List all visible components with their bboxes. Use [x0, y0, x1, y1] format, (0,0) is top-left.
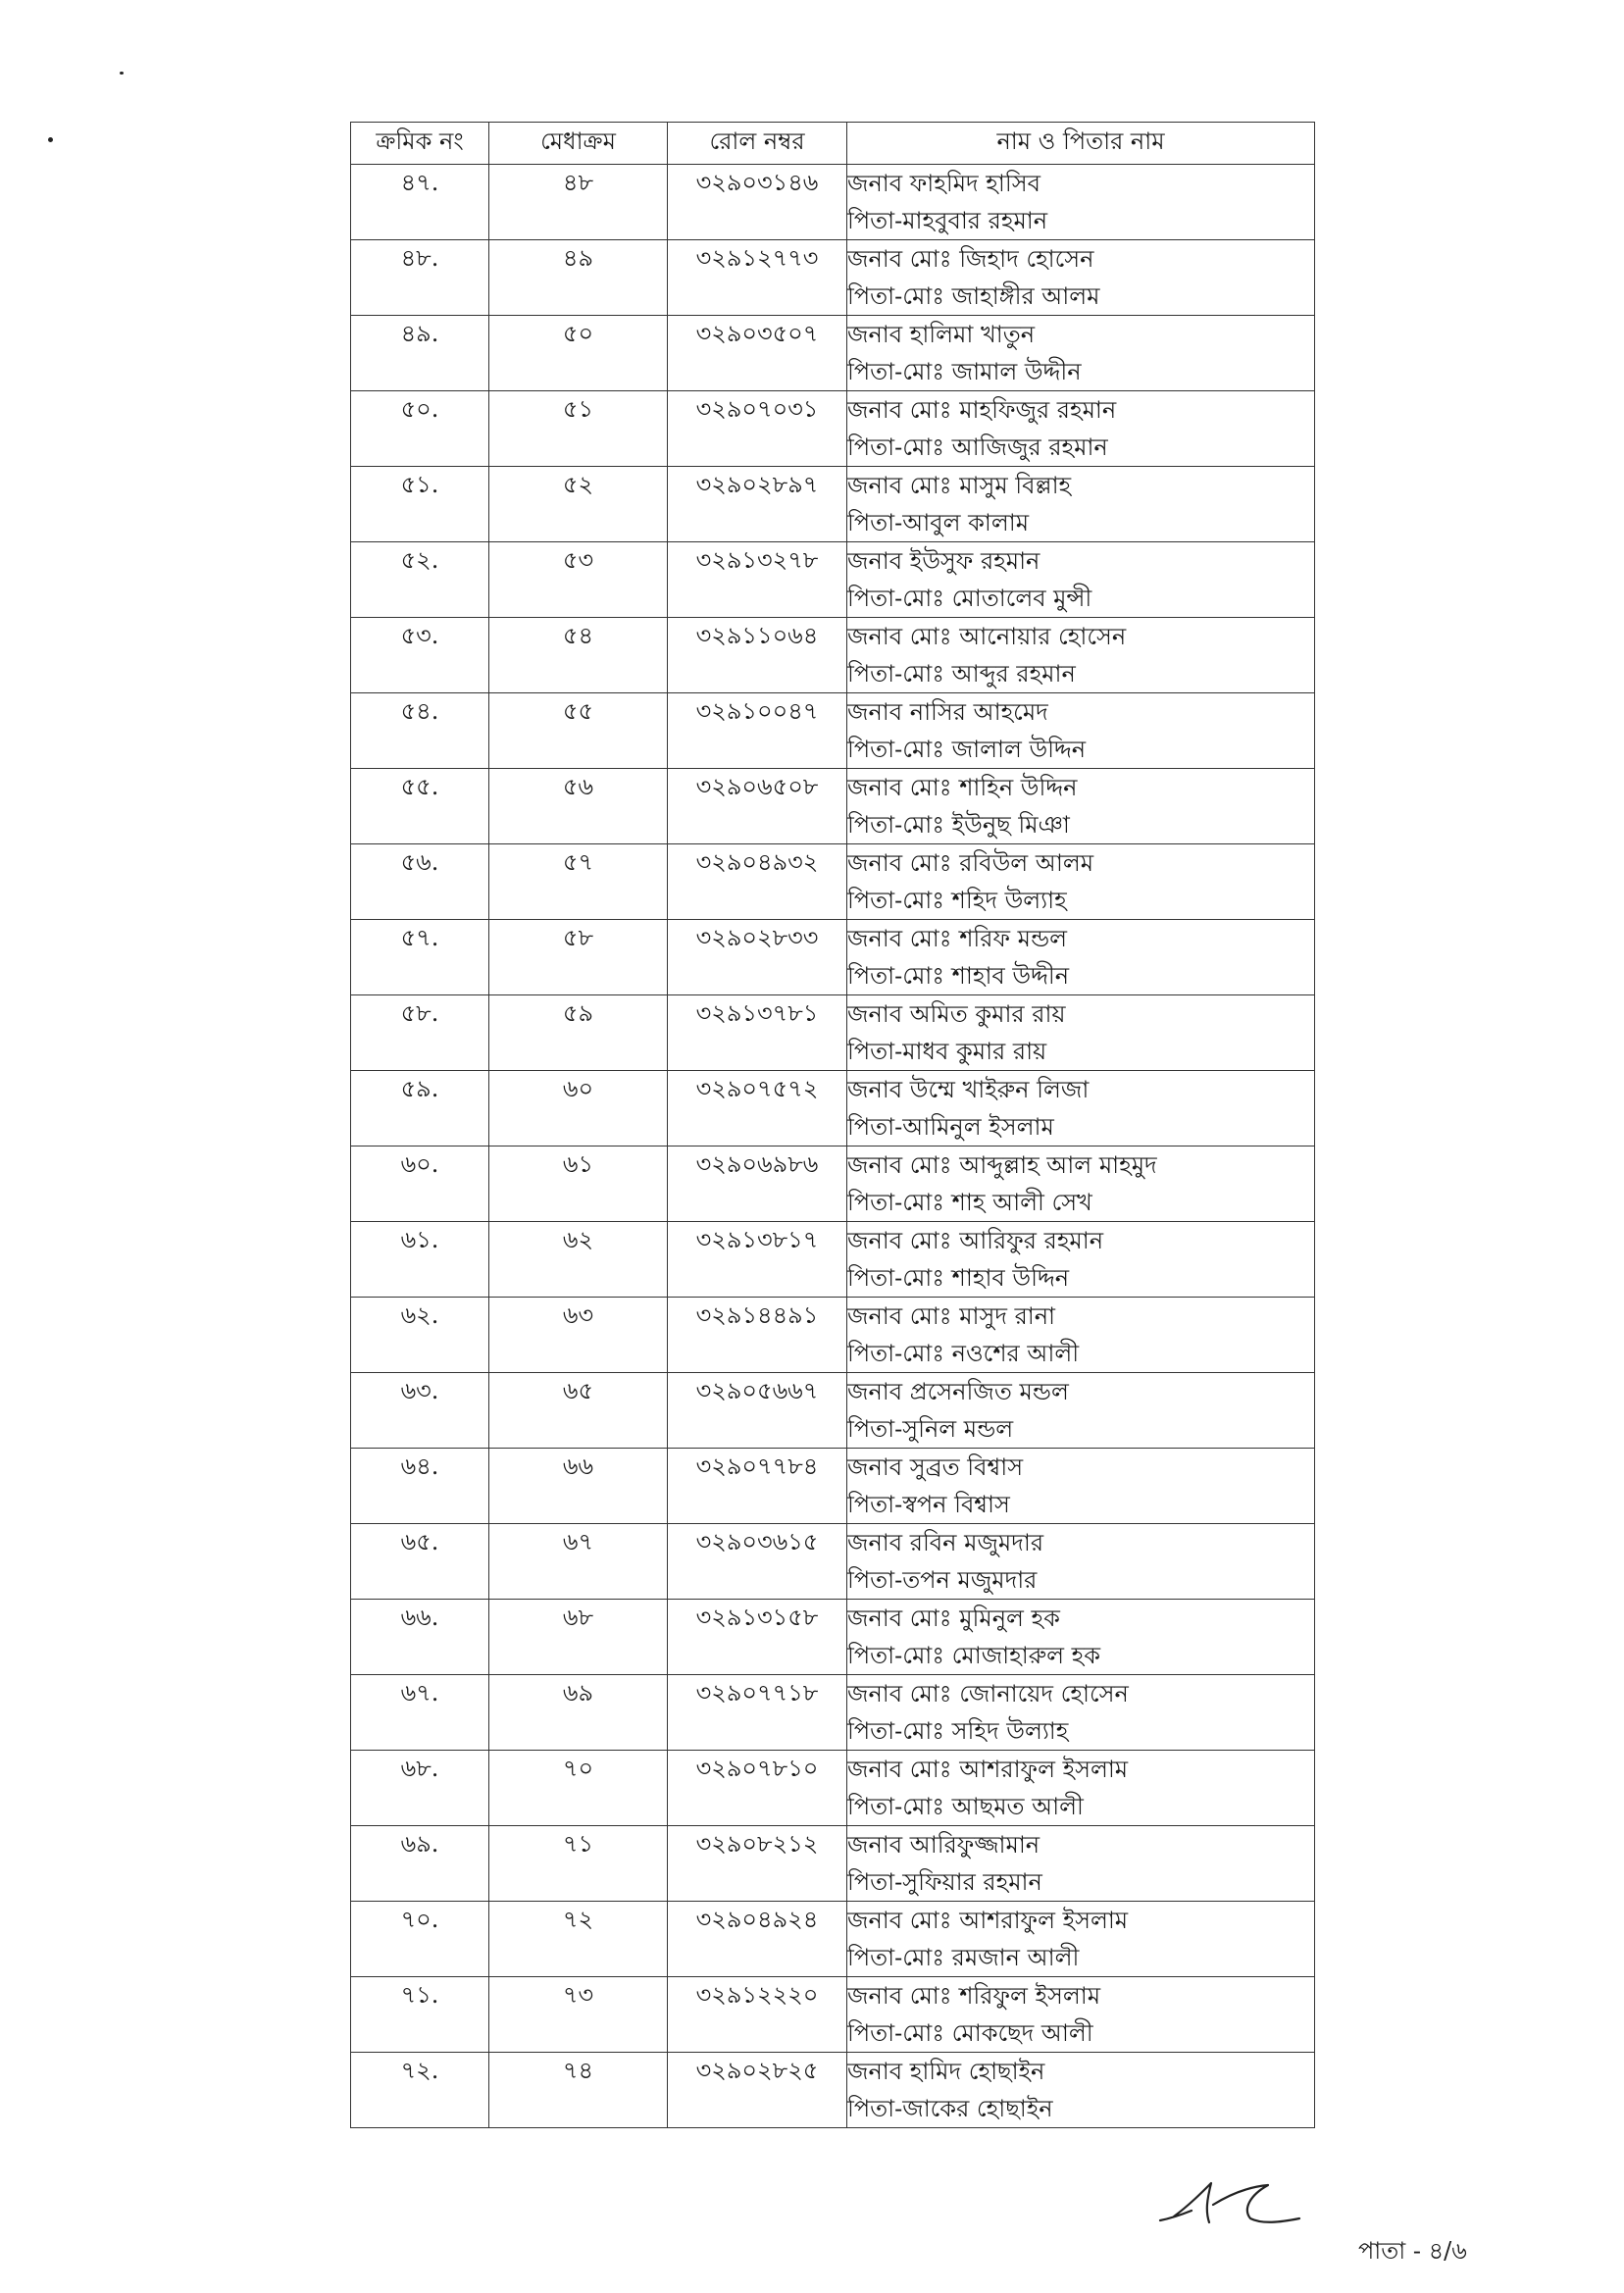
table-row — [351, 391, 1315, 467]
roll-cell: ৩২৯০৬৯৮৬ — [668, 1146, 847, 1222]
father-name: পিতা-সুনিল মন্ডল — [847, 1415, 1014, 1443]
serial-cell: ৬২. — [351, 1298, 489, 1373]
serial-cell: ৫৮. — [351, 995, 489, 1071]
scan-speck — [120, 72, 124, 75]
roll-cell: ৩২৯০৭৭৮৪ — [668, 1449, 847, 1524]
table-row — [351, 920, 1315, 995]
roll-cell: ৩২৯০২৮৯৭ — [668, 467, 847, 542]
merit-cell: ৫৩ — [489, 542, 668, 618]
roll-cell: ৩২৯১৩২৭৮ — [668, 542, 847, 618]
serial-cell: ৬৪. — [351, 1449, 489, 1524]
serial-cell: ৫৫. — [351, 769, 489, 844]
father-name: পিতা-মাহবুবার রহমান — [847, 207, 1048, 234]
merit-cell: ৬৯ — [489, 1675, 668, 1751]
signature-image — [1152, 2166, 1319, 2244]
table-row — [351, 1600, 1315, 1675]
father-name: পিতা-মোঃ আছমত আলী — [847, 1793, 1084, 1820]
name-cell — [847, 2053, 1315, 2128]
candidate-name: জনাব উম্মে খাইরুন লিজা — [847, 1076, 1090, 1103]
table-row — [351, 618, 1315, 693]
candidate-name: জনাব মোঃ আব্দুল্লাহ আল মাহমুদ — [847, 1151, 1157, 1179]
name-cell — [847, 1071, 1315, 1146]
merit-cell: ৫১ — [489, 391, 668, 467]
serial-cell: ৫০. — [351, 391, 489, 467]
serial-cell: ৬৮. — [351, 1751, 489, 1826]
header-roll: রোল নম্বর — [668, 123, 847, 165]
name-cell — [847, 920, 1315, 995]
serial-cell: ৭২. — [351, 2053, 489, 2128]
name-cell — [847, 1222, 1315, 1298]
father-name: পিতা-মোঃ জালাল উদ্দিন — [847, 736, 1087, 763]
candidate-name: জনাব মোঃ মুমিনুল হক — [847, 1605, 1060, 1632]
roll-cell: ৩২৯১৩৭৮১ — [668, 995, 847, 1071]
table-row — [351, 2053, 1315, 2128]
name-cell — [847, 1675, 1315, 1751]
name-cell — [847, 1146, 1315, 1222]
candidate-name: জনাব অমিত কুমার রায় — [847, 1000, 1066, 1028]
table-row — [351, 1826, 1315, 1902]
candidate-name: জনাব সুব্রত বিশ্বাস — [847, 1453, 1024, 1481]
father-name: পিতা-মোঃ রমজান আলী — [847, 1944, 1080, 1971]
merit-cell: ৬১ — [489, 1146, 668, 1222]
candidate-name: জনাব মোঃ আশরাফুল ইসলাম — [847, 1907, 1129, 1934]
father-name: পিতা-মোঃ সহিদ উল্যাহ — [847, 1717, 1069, 1745]
roll-cell: ৩২৯০৭০৩১ — [668, 391, 847, 467]
name-cell — [847, 769, 1315, 844]
candidate-name: জনাব মোঃ মাসুম বিল্লাহ — [847, 472, 1072, 499]
roll-cell: ৩২৯০২৮৩৩ — [668, 920, 847, 995]
candidate-name: জনাব মোঃ শরিফুল ইসলাম — [847, 1982, 1101, 2010]
father-name: পিতা-মোঃ শাহাব উদ্দীন — [847, 962, 1070, 990]
table-row — [351, 316, 1315, 391]
merit-cell: ৭১ — [489, 1826, 668, 1902]
roll-cell: ৩২৯০৭৮১০ — [668, 1751, 847, 1826]
father-name: পিতা-মোঃ শাহ আলী সেখ — [847, 1189, 1092, 1216]
header-name: নাম ও পিতার নাম — [847, 123, 1315, 165]
father-name: পিতা-মোঃ শাহাব উদ্দিন — [847, 1264, 1070, 1292]
father-name: পিতা-মোঃ ইউনুছ মিঞা — [847, 811, 1070, 839]
father-name: পিতা-মোঃ মোতালেব মুন্সী — [847, 585, 1092, 612]
table-row — [351, 240, 1315, 316]
merit-cell: ৭০ — [489, 1751, 668, 1826]
roll-cell: ৩২৯০৫৬৬৭ — [668, 1373, 847, 1449]
name-cell — [847, 1373, 1315, 1449]
page-number: পাতা - ৪/৬ — [1358, 2237, 1467, 2265]
father-name: পিতা-স্বপন বিশ্বাস — [847, 1491, 1010, 1518]
header-merit: মেধাক্রম — [489, 123, 668, 165]
merit-cell: ৬৮ — [489, 1600, 668, 1675]
serial-cell: ৪৭. — [351, 165, 489, 240]
serial-cell: ৬৫. — [351, 1524, 489, 1600]
table-row — [351, 165, 1315, 240]
candidate-name: জনাব মোঃ আনোয়ার হোসেন — [847, 623, 1127, 650]
roll-cell: ৩২৯০৩৬১৫ — [668, 1524, 847, 1600]
father-name: পিতা-মাধব কুমার রায় — [847, 1038, 1047, 1065]
candidate-name: জনাব ইউসুফ রহমান — [847, 547, 1040, 575]
serial-cell: ৫৪. — [351, 693, 489, 769]
merit-cell: ৫৮ — [489, 920, 668, 995]
roll-cell: ৩২৯০৩৫০৭ — [668, 316, 847, 391]
table-row — [351, 1298, 1315, 1373]
name-cell — [847, 542, 1315, 618]
father-name: পিতা-মোঃ আজিজুর রহমান — [847, 433, 1108, 461]
table-row — [351, 1449, 1315, 1524]
father-name: পিতা-মোঃ মোকছেদ আলী — [847, 2019, 1093, 2047]
roll-cell: ৩২৯০৩১৪৬ — [668, 165, 847, 240]
scan-speck — [48, 137, 53, 142]
table-row — [351, 1146, 1315, 1222]
father-name: পিতা-মোঃ নওশের আলী — [847, 1340, 1080, 1367]
candidate-name: জনাব হালিমা খাতুন — [847, 321, 1036, 348]
father-name: পিতা-মোঃ মোজাহারুল হক — [847, 1642, 1101, 1669]
merit-cell: ৬২ — [489, 1222, 668, 1298]
table-row — [351, 467, 1315, 542]
serial-cell: ৪৯. — [351, 316, 489, 391]
father-name: পিতা-মোঃ আব্দুর রহমান — [847, 660, 1076, 688]
name-cell — [847, 240, 1315, 316]
merit-cell: ৭৩ — [489, 1977, 668, 2053]
father-name: পিতা-মোঃ জামাল উদ্দীন — [847, 358, 1082, 385]
roll-cell: ৩২৯০৪৯২৪ — [668, 1902, 847, 1977]
candidate-name: জনাব হামিদ হোছাইন — [847, 2058, 1045, 2085]
candidate-name: জনাব মোঃ মাহফিজুর রহমান — [847, 396, 1117, 424]
merit-cell: ৫৬ — [489, 769, 668, 844]
name-cell — [847, 693, 1315, 769]
merit-cell: ৬৭ — [489, 1524, 668, 1600]
serial-cell: ৬৬. — [351, 1600, 489, 1675]
name-cell — [847, 844, 1315, 920]
candidate-name: জনাব মোঃ মাসুদ রানা — [847, 1302, 1056, 1330]
merit-cell: ৫৯ — [489, 995, 668, 1071]
serial-cell: ৬০. — [351, 1146, 489, 1222]
roll-cell: ৩২৯১৩১৫৮ — [668, 1600, 847, 1675]
merit-cell: ৫৭ — [489, 844, 668, 920]
table-row — [351, 1071, 1315, 1146]
merit-cell: ৭৪ — [489, 2053, 668, 2128]
merit-cell: ৫৫ — [489, 693, 668, 769]
merit-cell: ৬৩ — [489, 1298, 668, 1373]
candidate-name: জনাব মোঃ রবিউল আলম — [847, 849, 1094, 877]
table-row — [351, 844, 1315, 920]
serial-cell: ৪৮. — [351, 240, 489, 316]
candidate-name: জনাব মোঃ শরিফ মন্ডল — [847, 925, 1068, 952]
father-name: পিতা-মোঃ শহিদ উল্যাহ — [847, 887, 1067, 914]
serial-cell: ৭১. — [351, 1977, 489, 2053]
serial-cell: ৬৯. — [351, 1826, 489, 1902]
serial-cell: ৫১. — [351, 467, 489, 542]
name-cell — [847, 391, 1315, 467]
serial-cell: ৫২. — [351, 542, 489, 618]
merit-list-table — [350, 122, 1315, 2128]
roll-cell: ৩২৯০৪৯৩২ — [668, 844, 847, 920]
candidate-name: জনাব রবিন মজুমদার — [847, 1529, 1044, 1556]
candidate-name: জনাব নাসির আহমেদ — [847, 698, 1048, 726]
father-name: পিতা-তপন মজুমদার — [847, 1566, 1038, 1594]
name-cell — [847, 165, 1315, 240]
name-cell — [847, 316, 1315, 391]
merit-cell: ৬০ — [489, 1071, 668, 1146]
candidate-name: জনাব প্রসেনজিত মন্ডল — [847, 1378, 1069, 1405]
serial-cell: ৬৭. — [351, 1675, 489, 1751]
candidate-name: জনাব মোঃ জোনায়েদ হোসেন — [847, 1680, 1129, 1707]
father-name: পিতা-আমিনুল ইসলাম — [847, 1113, 1054, 1141]
table-header-row — [351, 123, 1315, 165]
name-cell — [847, 1826, 1315, 1902]
merit-cell: ৬৬ — [489, 1449, 668, 1524]
table-row — [351, 1902, 1315, 1977]
table-body — [351, 165, 1315, 2128]
roll-cell: ৩২৯১২৭৭৩ — [668, 240, 847, 316]
name-cell — [847, 1600, 1315, 1675]
candidate-name: জনাব আরিফুজ্জামান — [847, 1831, 1040, 1859]
table-row — [351, 769, 1315, 844]
header-serial: ক্রমিক নং — [351, 123, 489, 165]
roll-cell: ৩২৯১৩৮১৭ — [668, 1222, 847, 1298]
father-name: পিতা-মোঃ জাহাঙ্গীর আলম — [847, 282, 1100, 310]
serial-cell: ৫৩. — [351, 618, 489, 693]
candidate-name: জনাব মোঃ জিহাদ হোসেন — [847, 245, 1094, 273]
roll-cell: ৩২৯০৭৭১৮ — [668, 1675, 847, 1751]
name-cell — [847, 1977, 1315, 2053]
table-row — [351, 542, 1315, 618]
serial-cell: ৭০. — [351, 1902, 489, 1977]
roll-cell: ৩২৯০৭৫৭২ — [668, 1071, 847, 1146]
serial-cell: ৬৩. — [351, 1373, 489, 1449]
table-row — [351, 1524, 1315, 1600]
serial-cell: ৫৬. — [351, 844, 489, 920]
candidate-name: জনাব ফাহমিদ হাসিব — [847, 170, 1040, 197]
table-row — [351, 1751, 1315, 1826]
roll-cell: ৩২৯১০০৪৭ — [668, 693, 847, 769]
name-cell — [847, 1449, 1315, 1524]
serial-cell: ৫৯. — [351, 1071, 489, 1146]
candidate-name: জনাব মোঃ আশরাফুল ইসলাম — [847, 1756, 1129, 1783]
merit-cell: ৪৮ — [489, 165, 668, 240]
roll-cell: ৩২৯১১০৬৪ — [668, 618, 847, 693]
merit-cell: ৭২ — [489, 1902, 668, 1977]
merit-cell: ৫২ — [489, 467, 668, 542]
table-row — [351, 1675, 1315, 1751]
serial-cell: ৫৭. — [351, 920, 489, 995]
name-cell — [847, 1902, 1315, 1977]
name-cell — [847, 1298, 1315, 1373]
name-cell — [847, 995, 1315, 1071]
roll-cell: ৩২৯০৮২১২ — [668, 1826, 847, 1902]
father-name: পিতা-জাকের হোছাইন — [847, 2095, 1053, 2122]
name-cell — [847, 1524, 1315, 1600]
serial-cell: ৬১. — [351, 1222, 489, 1298]
candidate-name: জনাব মোঃ আরিফুর রহমান — [847, 1227, 1104, 1254]
roll-cell: ৩২৯১২২২০ — [668, 1977, 847, 2053]
table-row — [351, 995, 1315, 1071]
father-name: পিতা-আবুল কালাম — [847, 509, 1030, 536]
merit-cell: ৫৪ — [489, 618, 668, 693]
name-cell — [847, 467, 1315, 542]
merit-cell: ৬৫ — [489, 1373, 668, 1449]
roll-cell: ৩২৯০৬৫০৮ — [668, 769, 847, 844]
table-row — [351, 693, 1315, 769]
merit-cell: ৪৯ — [489, 240, 668, 316]
name-cell — [847, 1751, 1315, 1826]
roll-cell: ৩২৯১৪৪৯১ — [668, 1298, 847, 1373]
table-row — [351, 1977, 1315, 2053]
table-row — [351, 1222, 1315, 1298]
candidate-name: জনাব মোঃ শাহিন উদ্দিন — [847, 774, 1078, 801]
name-cell — [847, 618, 1315, 693]
table-row — [351, 1373, 1315, 1449]
merit-cell: ৫০ — [489, 316, 668, 391]
roll-cell: ৩২৯০২৮২৫ — [668, 2053, 847, 2128]
father-name: পিতা-সুফিয়ার রহমান — [847, 1868, 1042, 1896]
